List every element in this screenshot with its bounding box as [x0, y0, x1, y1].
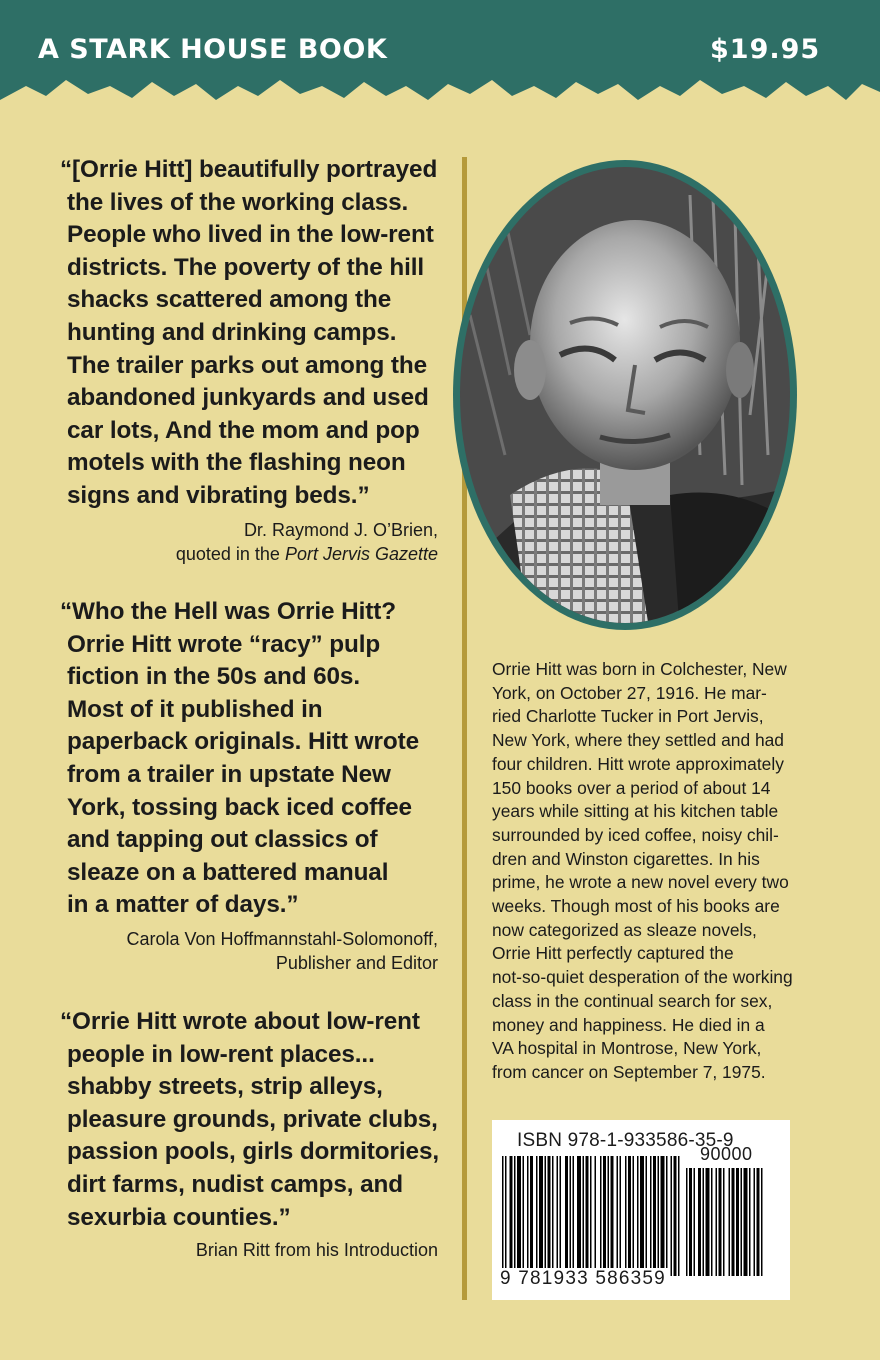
quote-line: paperback originals. Hitt wrote — [67, 728, 419, 756]
bio-line: class in the continual search for sex, — [492, 990, 773, 1011]
quote-1 — [60, 154, 450, 513]
bio-line: money and happiness. He died in a — [492, 1014, 765, 1035]
quote-line: “[Orrie Hitt] beautifully portrayed — [60, 156, 438, 183]
bio-line: VA hospital in Montrose, New York, — [492, 1038, 762, 1059]
quote-line: Orrie Hitt wrote “racy” pulp — [67, 630, 381, 658]
isbn-label: ISBN 978-1-933586-35-9 — [517, 1130, 734, 1151]
attribution-source: Port Jervis Gazette — [284, 544, 438, 564]
quote-line: fiction in the 50s and 60s. — [67, 663, 360, 691]
quote-line: “Orrie Hitt wrote about low-rent — [60, 1008, 420, 1035]
attribution-line — [58, 542, 438, 566]
quote-line: Most of it published in — [67, 695, 323, 723]
bio-line: surrounded by iced coffee, noisy chil- — [492, 824, 779, 845]
ean-barcode — [502, 1156, 680, 1276]
attribution-line: Dr. Raymond J. O’Brien, — [243, 520, 438, 540]
quote-line: in a matter of days.” — [67, 891, 299, 919]
bio-line: Orrie Hitt perfectly captured the — [492, 943, 734, 964]
bio-line: years while sitting at his kitchen table — [492, 801, 779, 822]
bio-line: now categorized as sleaze novels, — [492, 919, 757, 940]
author-portrait — [450, 155, 800, 635]
addon-barcode — [686, 1168, 776, 1276]
quote-line: car lots, And the mom and pop — [67, 416, 420, 444]
bio-line: from cancer on September 7, 1975. — [492, 1061, 766, 1082]
author-bio — [492, 658, 832, 1085]
attribution-prefix: quoted in the — [175, 544, 285, 564]
bio-line: not-so-quiet desperation of the working — [492, 967, 793, 988]
quote-1-attribution — [58, 518, 438, 566]
quote-3-attribution — [58, 1238, 438, 1262]
attribution-line: Publisher and Editor — [275, 953, 438, 973]
quote-line: York, tossing back iced coffee — [67, 793, 412, 821]
quote-line: hunting and drinking camps. — [67, 318, 397, 346]
quote-line: passion pools, girls dormitories, — [67, 1138, 440, 1166]
quote-line: The trailer parks out among the — [67, 351, 428, 379]
attribution-line: Carola Von Hoffmannstahl-Solomonoff, — [126, 929, 438, 949]
quote-line: abandoned junkyards and used — [67, 384, 429, 412]
quote-line: pleasure grounds, private clubs, — [67, 1105, 438, 1133]
book-price: $19.95 — [710, 34, 821, 65]
quote-line: people in low-rent places... — [67, 1040, 375, 1068]
bio-line: weeks. Though most of his books are — [492, 896, 780, 917]
quote-line: signs and vibrating beds.” — [67, 481, 370, 509]
quote-line: shacks scattered among the — [67, 286, 392, 314]
quote-line: motels with the flashing neon — [67, 449, 406, 477]
bio-line: ried Charlotte Tucker in Port Jervis, — [492, 706, 764, 727]
quote-line: dirt farms, nudist camps, and — [67, 1170, 403, 1198]
quote-line: from a trailer in upstate New — [67, 760, 391, 788]
quote-2 — [60, 596, 450, 922]
bio-line: Orrie Hitt was born in Colchester, New — [492, 659, 787, 679]
isbn-digits: 9 781933 586359 — [500, 1268, 666, 1289]
bio-line: York, on October 27, 1916. He mar- — [492, 682, 767, 703]
quote-line: shabby streets, strip alleys, — [67, 1073, 383, 1101]
quote-line: People who lived in the low-rent — [67, 221, 434, 249]
price-code: 90000 — [700, 1144, 753, 1164]
bio-line: New York, where they settled and had — [492, 730, 784, 751]
quote-line: “Who the Hell was Orrie Hitt? — [60, 598, 396, 625]
quote-3 — [60, 1006, 450, 1234]
quote-2-attribution — [58, 927, 438, 975]
publisher-name: A STARK HOUSE BOOK — [38, 34, 388, 65]
attribution-line: Brian Ritt from his Introduction — [195, 1240, 438, 1260]
quote-line: and tapping out classics of — [67, 826, 378, 854]
quote-line: sleaze on a battered manual — [67, 858, 389, 886]
quote-line: districts. The poverty of the hill — [67, 253, 425, 281]
bio-line: four children. Hitt wrote approximately — [492, 753, 784, 774]
quote-line: the lives of the working class. — [67, 188, 409, 216]
isbn-barcode-box — [492, 1120, 790, 1300]
bio-line: prime, he wrote a new novel every two — [492, 872, 789, 893]
bio-line: dren and Winston cigarettes. In his — [492, 848, 760, 869]
bio-line: 150 books over a period of about 14 — [492, 777, 771, 798]
quote-line: sexurbia counties.” — [67, 1203, 291, 1231]
